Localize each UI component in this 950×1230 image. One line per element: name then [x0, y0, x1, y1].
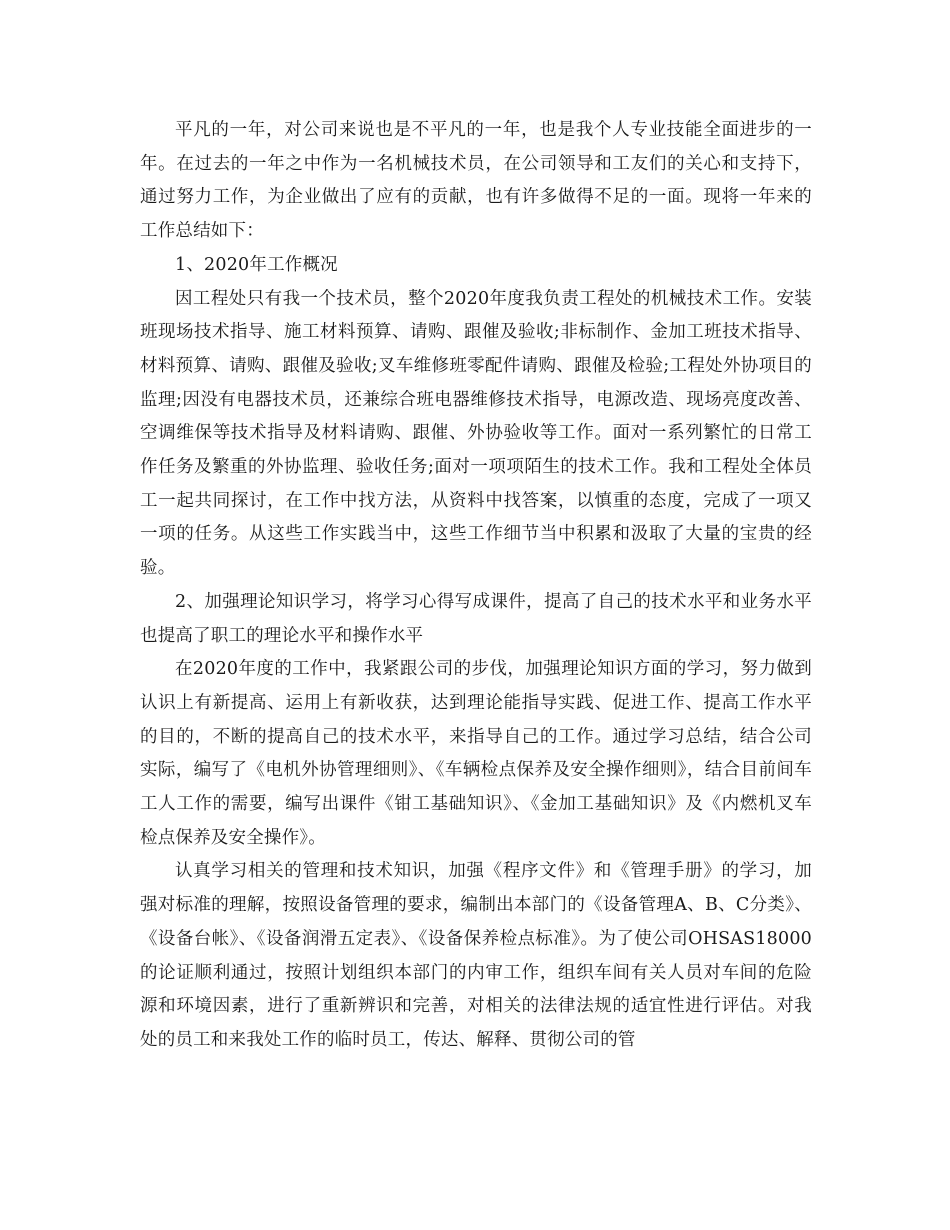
paragraph-theory-study: 在2020年度的工作中，我紧跟公司的步伐，加强理论知识方面的学习，努力做到认识上有新提高、运用上有新收获，达到理论能指导实践、促进工作、提高工作水平的目的，不断的提高自己的技术水平，来指导自己的工作。通过学习总结，结合公司实际，编写了《电机外协管理细则》、《车辆检点保养及安全操作细则》，结合目前间车工人工作的需要，编写出课件《钳工基础知识》、《金加工基础知识》及《内燃机叉车检点保养及安全操作》。 — [140, 659, 812, 848]
document-body — [140, 114, 812, 1058]
section-heading-2: 2、加强理论知识学习，将学习心得写成课件，提高了自己的技术水平和业务水平也提高了职工的理论水平和操作水平 — [140, 591, 812, 646]
paragraph-intro: 平凡的一年，对公司来说也是不平凡的一年，也是我个人专业技能全面进步的一年。在过去的一年之中作为一名机械技术员，在公司领导和工友们的关心和支持下，通过努力工作，为企业做出了应有的贡献，也有许多做得不足的一面。现将一年来的工作总结如下： — [140, 120, 812, 242]
section-heading-1: 1、2020年工作概况 — [175, 254, 338, 275]
paragraph-work-overview: 因工程处只有我一个技术员，整个2020年度我负责工程处的机械技术工作。安装班现场技术指导、施工材料预算、请购、跟催及验收;非标制作、金加工班技术指导、材料预算、请购、跟催及验收;叉车维修班零配件请购、跟催及检验;工程处外协项目的监理;因没有电器技术员，还兼综合班电器维修技术指导，电源改造、现场亮度改善、空调维保等技术指导及材料请购、跟催、外协验收等工作。面对一系列繁忙的日常工作任务及繁重的外协监理、验收任务;面对一项项陌生的技术工作。我和工程处全体员工一起共同探讨，在工作中找方法，从资料中找答案，以慎重的态度，完成了一项又一项的任务。从这些工作实践当中，这些工作细节当中积累和汲取了大量的宝贵的经验。 — [140, 288, 812, 579]
paragraph-management-study: 认真学习相关的管理和技术知识，加强《程序文件》和《管理手册》的学习，加强对标准的理解，按照设备管理的要求，编制出本部门的《设备管理A、B、C分类》、《设备台帐》、《设备润滑五定表》、《设备保养检点标准》。为了使公司OHSAS18000的论证顺利通过，按照计划组织本部门的内审工作，组织车间有关人员对车间的危险源和环境因素，进行了重新辨识和完善，对相关的法律法规的适宜性进行评估。对我处的员工和来我处工作的临时员工，传达、解释、贯彻公司的管 — [140, 861, 812, 1050]
